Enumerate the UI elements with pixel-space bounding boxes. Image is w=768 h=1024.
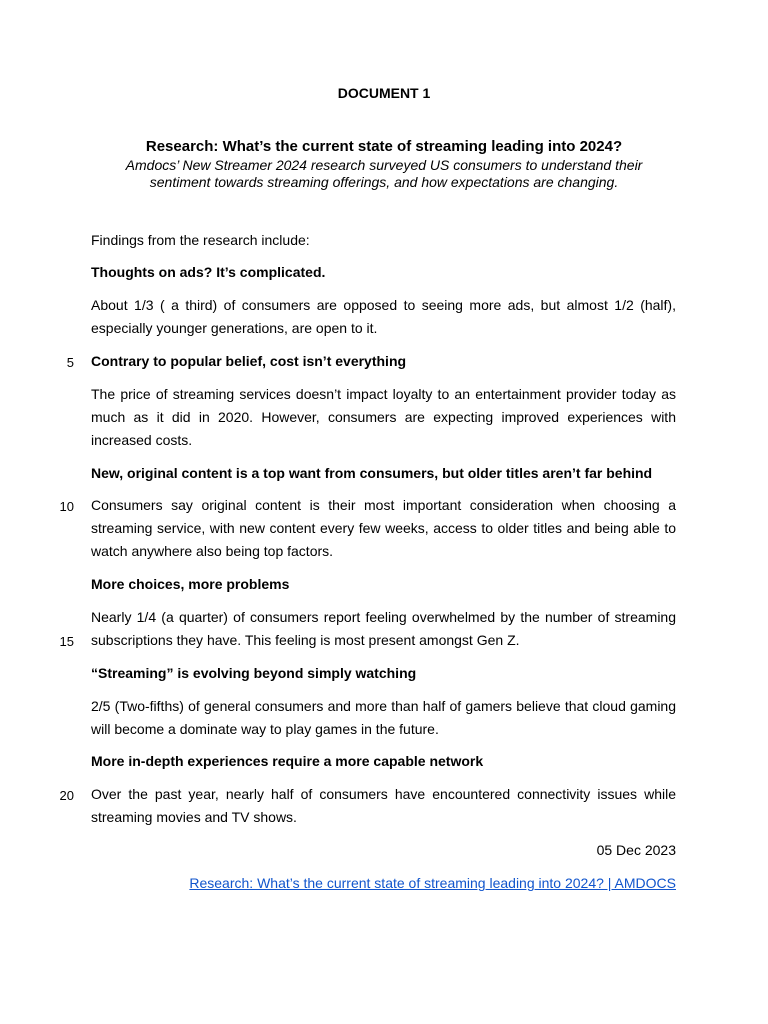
line-number-20: 20 — [59, 788, 74, 803]
section-body-content: Consumers say original content is their most important consideration when choosing a streaming service, with new content every few weeks, access to older titles and being able to watch anywhere also being top factors. — [91, 497, 676, 559]
section-heading-network: More in-depth experiences require a more capable network — [91, 753, 484, 769]
publication-date: 05 Dec 2023 — [596, 842, 676, 858]
section-body-choices: Nearly 1/4 (a quarter) of consumers report feeling overwhelmed by the number of streaming subscriptions they have. This feeling is most present amongst Gen Z. — [91, 609, 676, 648]
section-body-streaming: 2/5 (Two-fifths) of general consumers and more than half of gamers believe that cloud gaming will become a dominate way to play games in the future. — [91, 698, 676, 737]
line-number-15: 15 — [59, 634, 74, 649]
section-body-cost: The price of streaming services doesn’t impact loyalty to an entertainment provider today as much as it did in 2020. However, consumers are expecting improved experiences with increased costs. — [91, 386, 676, 448]
source-link[interactable]: Research: What’s the current state of streaming leading into 2024? | AMDOCS — [189, 875, 676, 891]
section-heading-ads: Thoughts on ads? It’s complicated. — [91, 264, 326, 280]
section-body-network: Over the past year, nearly half of consumers have encountered connectivity issues while streaming movies and TV shows. — [91, 786, 676, 825]
section-heading-streaming: “Streaming” is evolving beyond simply watching — [91, 665, 417, 681]
section-heading-cost: Contrary to popular belief, cost isn’t everything — [91, 353, 407, 369]
section-heading-content: New, original content is a top want from consumers, but older titles aren’t far behind — [91, 465, 653, 481]
document-label: DOCUMENT 1 — [337, 85, 431, 101]
section-heading-choices: More choices, more problems — [91, 576, 290, 592]
title-block — [0, 138, 768, 191]
document-subtitle: Amdocs’ New Streamer 2024 research surveyed US consumers to understand their sentiment towards streaming offerings, and how expectations are changing. — [125, 157, 643, 190]
line-number-5: 5 — [66, 355, 74, 370]
section-body-ads: About 1/3 ( a third) of consumers are opposed to seeing more ads, but almost 1/2 (half), especially younger generations, are open to it. — [91, 297, 676, 336]
line-number-10: 10 — [59, 499, 74, 514]
document-title: Research: What’s the current state of streaming leading into 2024? — [145, 138, 623, 155]
intro-text: Findings from the research include: — [91, 232, 310, 248]
